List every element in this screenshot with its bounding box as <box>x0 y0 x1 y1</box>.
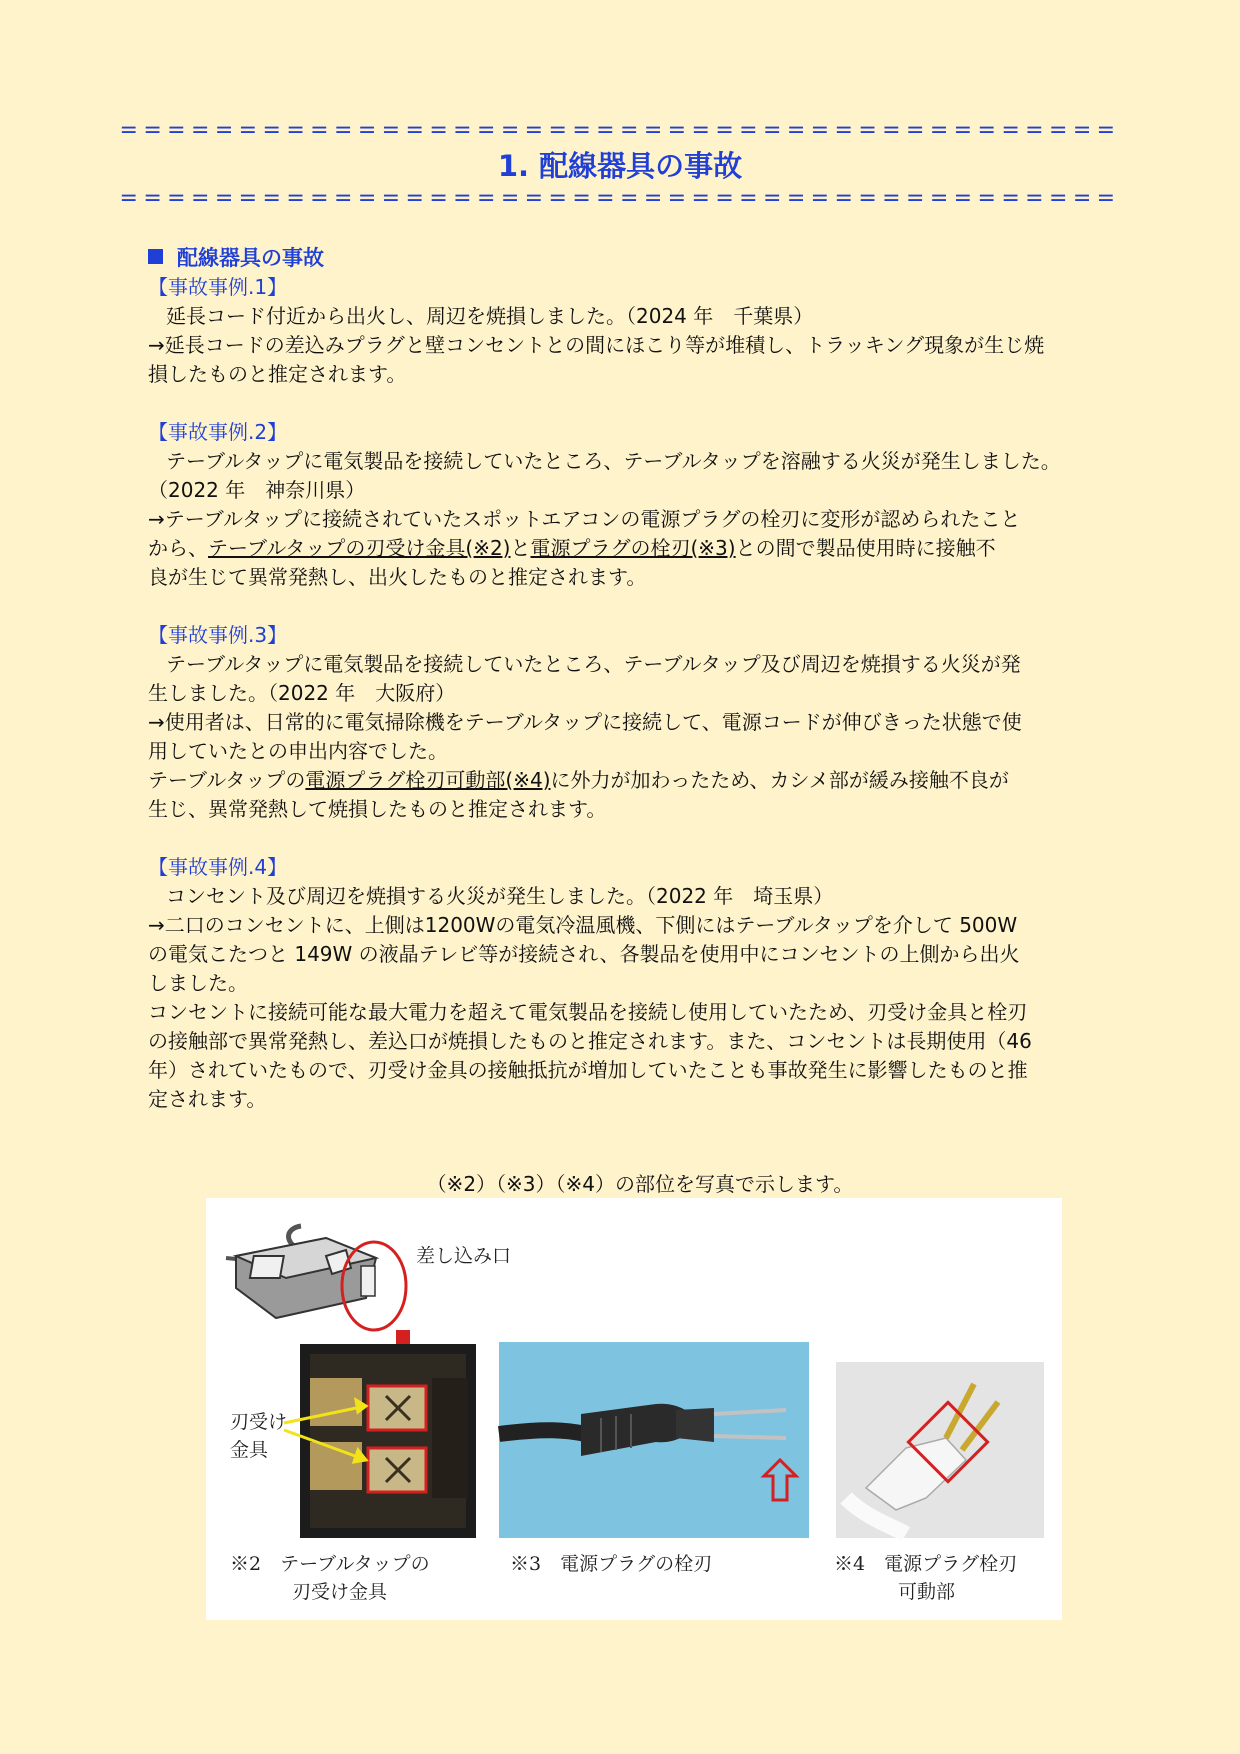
underlined-term-plug-blade: 電源プラグの栓刃(※3) <box>530 536 736 560</box>
case-text: 生しました。（2022 年 大阪府） <box>148 681 456 705</box>
page-title: 1. 配線器具の事故 <box>497 149 743 183</box>
insertion-port-label: 差し込み口 <box>416 1245 512 1267</box>
header-rule-top: ========================================== <box>119 118 1121 143</box>
case-label: 【事故事例.2】 <box>148 420 288 444</box>
plug-movable-part-photo <box>836 1362 1044 1538</box>
table-tap-drawing-icon <box>226 1226 376 1318</box>
case-text: 定されます。 <box>148 1087 267 1111</box>
section-heading: 配線器具の事故 <box>148 244 1138 273</box>
case-text: →テーブルタップに接続されていたスポットエアコンの電源プラグの栓刃に変形が認められたこと <box>148 507 1021 531</box>
case-text: →延長コードの差込みプラグと壁コンセントとの間にほこり等が堆積し、トラッキング現象が生じ焼 <box>148 333 1045 357</box>
case-text: 損したものと推定されます。 <box>148 362 407 386</box>
case-text: しました。 <box>148 971 248 995</box>
case-text: コンセントに接続可能な最大電力を超えて電気製品を接続し使用していたため、刃受け金具と栓刃 <box>148 1000 1028 1024</box>
plug-blade-photo <box>499 1342 809 1538</box>
case-2 <box>148 418 1138 592</box>
square-bullet-icon <box>148 249 163 264</box>
blade-receiver-label: 刃受け 金具 <box>230 1411 288 1461</box>
case-text: の接触部で異常発熱し、差込口が焼損したものと推定されます。また、コンセントは長期使用（46 <box>148 1029 1032 1053</box>
blade-receiver-photo <box>300 1344 476 1538</box>
photo-caption-2: ※2 テーブルタップの 刃受け金具 <box>230 1553 430 1603</box>
case-text: 延長コード付近から出火し、周辺を焼損しました。（2024 年 千葉県） <box>166 304 814 328</box>
case-label: 【事故事例.4】 <box>148 855 288 879</box>
case-text: テーブルタップに電気製品を接続していたところ、テーブルタップを溶融する火災が発生しました。 <box>166 449 1061 473</box>
case-text: 生じ、異常発熱して焼損したものと推定されます。 <box>148 797 607 821</box>
case-text: の電気こたつと 149W の液晶テレビ等が接続され、各製品を使用中にコンセントの上側から出火 <box>148 942 1020 966</box>
case-4 <box>148 853 1138 1114</box>
case-text: から、テーブルタップの刃受け金具(※2)と電源プラグの栓刃(※3)との間で製品使用時に接触不 <box>148 536 996 560</box>
photo-caption-4: ※4 電源プラグ栓刃 可動部 <box>834 1553 1018 1603</box>
underlined-term-movable-part: 電源プラグ栓刃可動部(※4) <box>305 768 551 792</box>
figure-caption: （※2）（※3）（※4）の部位を写真で示します。 <box>426 1172 854 1196</box>
case-3 <box>148 621 1138 824</box>
figure-photos <box>206 1198 1062 1620</box>
case-text: コンセント及び周辺を焼損する火災が発生しました。（2022 年 埼玉県） <box>166 884 834 908</box>
case-text: テーブルタップの電源プラグ栓刃可動部(※4)に外力が加わったため、カシメ部が緩み接触不良が <box>148 768 1009 792</box>
case-text: →使用者は、日常的に電気掃除機をテーブルタップに接続して、電源コードが伸びきった状態で使 <box>148 710 1022 734</box>
case-label: 【事故事例.3】 <box>148 623 288 647</box>
header-rule-bottom: ========================================== <box>119 186 1121 211</box>
photo-caption-3: ※3 電源プラグの栓刃 <box>510 1553 713 1575</box>
case-text: （2022 年 神奈川県） <box>148 478 366 502</box>
case-1 <box>148 273 1138 389</box>
case-text: 良が生じて異常発熱し、出火したものと推定されます。 <box>148 565 647 589</box>
underlined-term-blade-receiver: テーブルタップの刃受け金具(※2) <box>208 536 511 560</box>
case-text: →二口のコンセントに、上側は1200Wの電気冷温風機、下側にはテーブルタップを介して 500W <box>148 913 1018 937</box>
case-text: 年）されていたもので、刃受け金具の接触抵抗が増加していたことも事故発生に影響したものと推 <box>148 1058 1028 1082</box>
case-text: 用していたとの申出内容でした。 <box>148 739 448 763</box>
case-label: 【事故事例.1】 <box>148 275 288 299</box>
document-body <box>148 244 1138 1114</box>
case-text: テーブルタップに電気製品を接続していたところ、テーブルタップ及び周辺を焼損する火災が発 <box>166 652 1021 676</box>
